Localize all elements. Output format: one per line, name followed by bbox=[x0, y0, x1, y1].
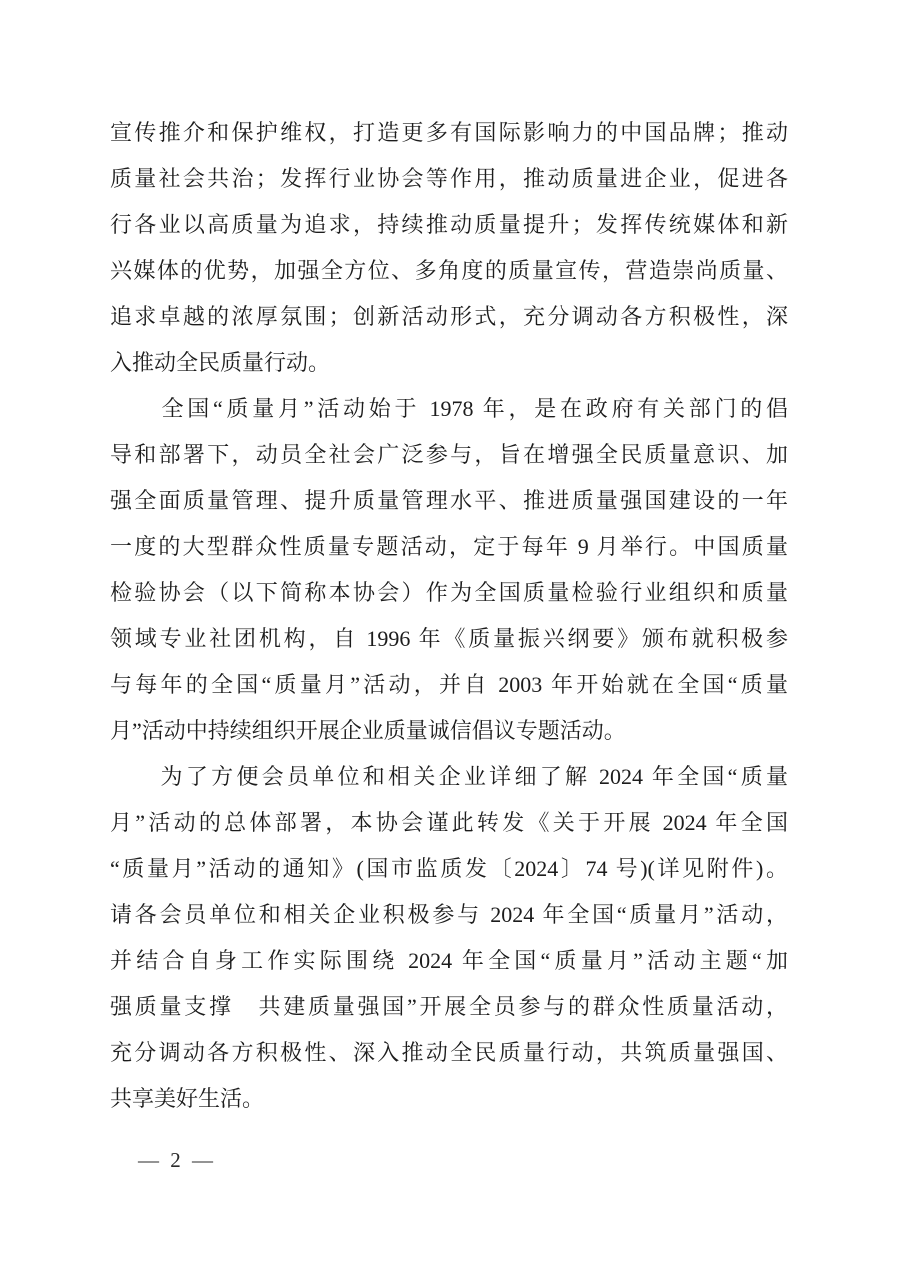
text-line: 请各会员单位和相关企业积极参与 2024 年全国“质量月”活动， bbox=[110, 902, 788, 927]
text-line: 与每年的全国“质量月”活动，并自 2003 年开始就在全国“质量 bbox=[110, 672, 788, 697]
text-line: 入推动全民质量行动。 bbox=[110, 350, 331, 375]
text-line: 月”活动的总体部署，本协会谨此转发《关于开展 2024 年全国 bbox=[110, 810, 788, 835]
document-body bbox=[110, 110, 788, 1122]
text-line: 兴媒体的优势，加强全方位、多角度的质量宣传，营造崇尚质量、 bbox=[110, 258, 788, 283]
text-line: 为了方便会员单位和相关企业详细了解 2024 年全国“质量 bbox=[110, 764, 788, 789]
text-line: 强全面质量管理、提升质量管理水平、推进质量强国建设的一年 bbox=[110, 488, 788, 513]
text-line: 行各业以高质量为追求，持续推动质量提升；发挥传统媒体和新 bbox=[110, 212, 788, 237]
text-line: 月”活动中持续组织开展企业质量诚信倡议专题活动。 bbox=[110, 718, 626, 743]
text-line: 充分调动各方积极性、深入推动全民质量行动，共筑质量强国、 bbox=[110, 1040, 788, 1065]
text-line: 追求卓越的浓厚氛围；创新活动形式，充分调动各方积极性，深 bbox=[110, 304, 788, 329]
text-line: 强质量支撑 共建质量强国”开展全员参与的群众性质量活动， bbox=[110, 994, 788, 1019]
text-line: 共享美好生活。 bbox=[110, 1086, 265, 1111]
page-number: — 2 — bbox=[138, 1148, 216, 1172]
text-line: 质量社会共治；发挥行业协会等作用，推动质量进企业，促进各 bbox=[110, 166, 788, 191]
text-line: 一度的大型群众性质量专题活动，定于每年 9 月举行。中国质量 bbox=[110, 534, 788, 559]
text-line: 并结合自身工作实际围绕 2024 年全国“质量月”活动主题“加 bbox=[110, 948, 788, 973]
text-line: 导和部署下，动员全社会广泛参与，旨在增强全民质量意识、加 bbox=[110, 442, 788, 467]
text-line: 全国“质量月”活动始于 1978 年，是在政府有关部门的倡 bbox=[110, 396, 788, 421]
text-line: 宣传推介和保护维权，打造更多有国际影响力的中国品牌；推动 bbox=[110, 120, 788, 145]
text-line: “质量月”活动的通知》(国市监质发〔2024〕74 号)(详见附件)。 bbox=[110, 856, 788, 881]
text-line: 领域专业社团机构，自 1996 年《质量振兴纲要》颁布就积极参 bbox=[110, 626, 788, 651]
text-line: 检验协会（以下简称本协会）作为全国质量检验行业组织和质量 bbox=[110, 580, 788, 605]
